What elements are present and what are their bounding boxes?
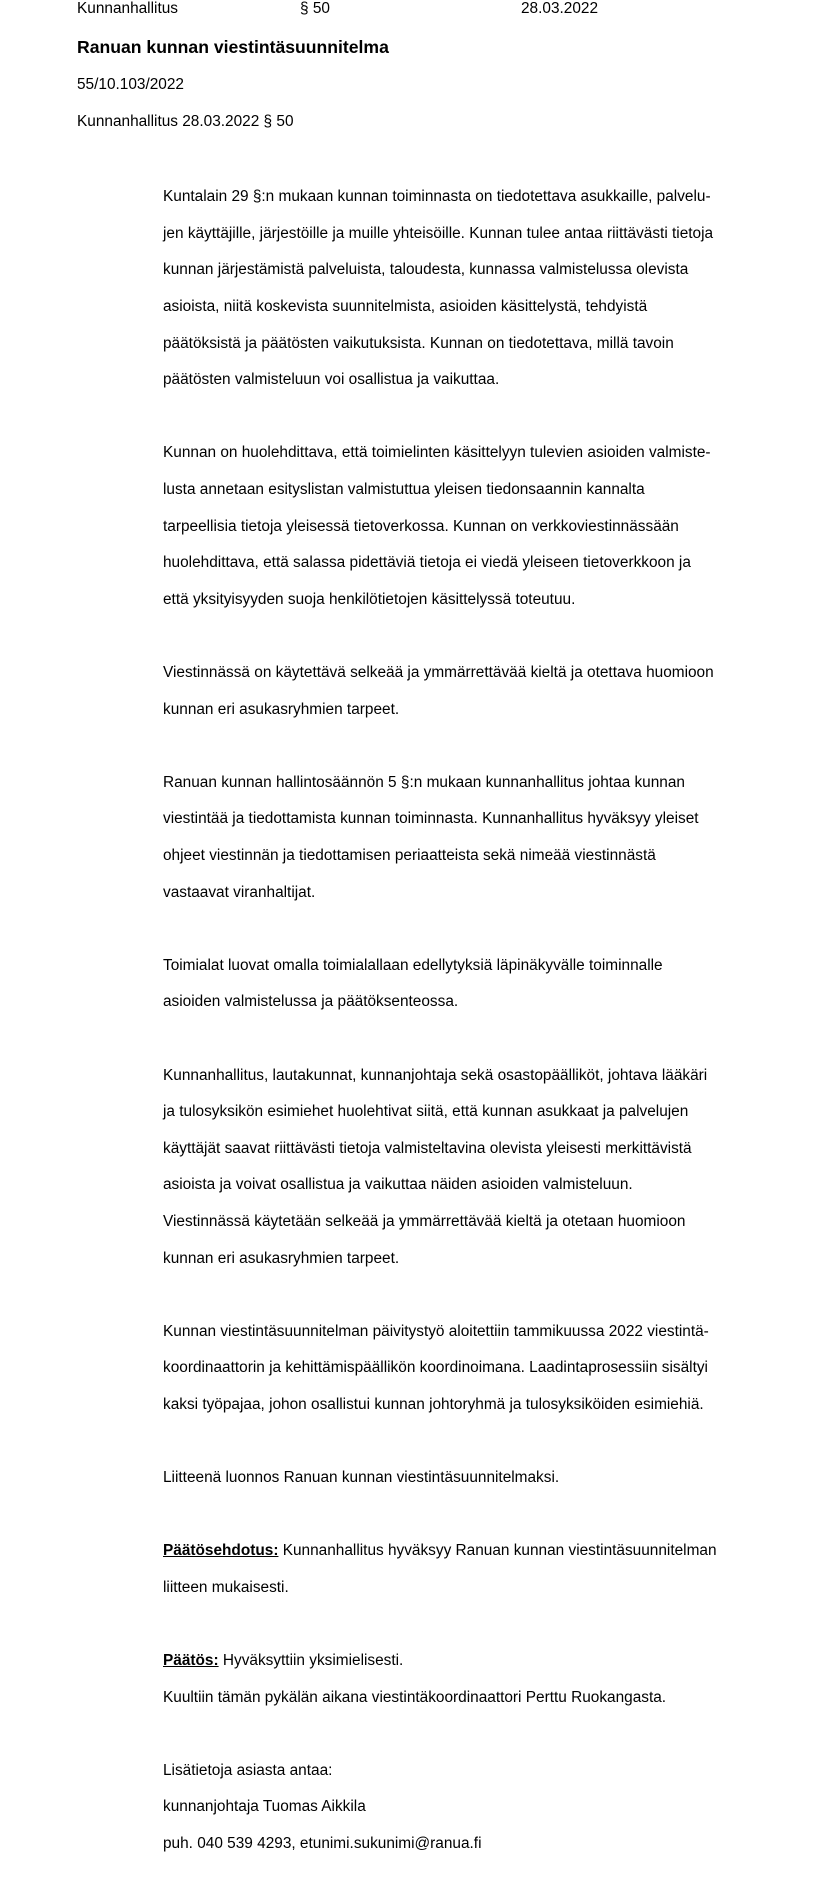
header-date: 28.03.2022 bbox=[521, 0, 599, 17]
meeting-line: Kunnanhallitus 28.03.2022 § 50 bbox=[77, 113, 294, 130]
text-line: että yksityisyyden suoja henkilötietojen käsittelyssä toteutuu. bbox=[163, 590, 576, 608]
text-line: Viestinnässä on käytettävä selkeää ja ymmärrettävää kieltä ja otettava huomioon bbox=[163, 664, 714, 682]
text-line: kaksi työpajaa, johon osallistui kunnan johtoryhmä ja tulosyksiköiden esimiehiä. bbox=[163, 1395, 704, 1413]
document-title: Ranuan kunnan viestintäsuunnitelma bbox=[77, 37, 389, 57]
text-line: jen käyttäjille, järjestöille ja muille yhteisöille. Kunnan tulee antaa riittävästi tietoja bbox=[163, 224, 714, 242]
text-line: Ranuan kunnan hallintosäännön 5 §:n mukaan kunnanhallitus johtaa kunnan bbox=[163, 773, 685, 791]
paragraph-5 bbox=[163, 938, 753, 1029]
paragraph-6 bbox=[163, 1048, 753, 1286]
text-line: Kuultiin tämän pykälän aikana viestintäkoordinaattori Perttu Ruokangasta. bbox=[163, 1688, 667, 1706]
text-line: päätöksistä ja päätösten vaikutuksista. Kunnan on tiedotettava, millä tavoin bbox=[163, 334, 674, 352]
attachment-note bbox=[163, 1451, 753, 1506]
text-line: asioista, niitä koskevista suunnitelmista, asioiden käsittelystä, tehdyistä bbox=[163, 298, 648, 316]
text-line: Kunnan viestintäsuunnitelman päivitystyö aloitettiin tammikuussa 2022 viestintä- bbox=[163, 1322, 709, 1340]
paragraph-4 bbox=[163, 756, 753, 921]
proposal-label: Päätösehdotus: bbox=[163, 1542, 279, 1560]
paragraph-2 bbox=[163, 426, 753, 627]
decision-label: Päätös: bbox=[163, 1652, 219, 1670]
contact-info bbox=[163, 1744, 753, 1872]
text-line: Kunnanhallitus, lautakunnat, kunnanjohtaja sekä osastopäälliköt, johtava lääkäri bbox=[163, 1066, 708, 1084]
document-body bbox=[163, 170, 753, 1890]
text-line: asioista ja voivat osallistua ja vaikuttaa näiden asioiden valmisteluun. bbox=[163, 1176, 633, 1194]
text-line: päätösten valmisteluun voi osallistua ja vaikuttaa. bbox=[163, 371, 500, 389]
text-line: kunnan eri asukasryhmien tarpeet. bbox=[163, 700, 400, 718]
text-line: Kuntalain 29 §:n mukaan kunnan toiminnasta on tiedotettava asukkaille, palvelu- bbox=[163, 188, 711, 206]
text-line: ohjeet viestinnän ja tiedottamisen periaatteista sekä nimeää viestinnästä bbox=[163, 846, 656, 864]
text-line bbox=[163, 1652, 753, 1670]
paragraph-1 bbox=[163, 170, 753, 408]
paragraph-3 bbox=[163, 646, 753, 737]
proposal-text: Kunnanhallitus hyväksyy Ranuan kunnan viestintäsuunnitelman bbox=[278, 1542, 717, 1560]
text-line: asioiden valmistelussa ja päätöksenteossa. bbox=[163, 993, 459, 1011]
decision-text: Hyväksyttiin yksimielisesti. bbox=[218, 1652, 404, 1670]
text-line: kunnan järjestämistä palveluista, taloudesta, kunnassa valmistelussa olevista bbox=[163, 261, 689, 279]
contact-details: puh. 040 539 4293, etunimi.sukunimi@ranua.fi bbox=[163, 1835, 482, 1853]
header-section: § 50 bbox=[300, 0, 330, 17]
document-header bbox=[77, 0, 777, 20]
contact-intro: Lisätietoja asiasta antaa: bbox=[163, 1761, 333, 1779]
text-line: liitteen mukaisesti. bbox=[163, 1578, 289, 1596]
text-line: vastaavat viranhaltijat. bbox=[163, 883, 316, 901]
text-line: Viestinnässä käytetään selkeää ja ymmärrettävää kieltä ja otetaan huomioon bbox=[163, 1212, 686, 1230]
text-line: Toimialat luovat omalla toimialallaan edellytyksiä läpinäkyvälle toiminnalle bbox=[163, 956, 663, 974]
text-line: huolehdittava, että salassa pidettäviä tietoja ei viedä yleiseen tietoverkkoon ja bbox=[163, 554, 691, 572]
paragraph-7 bbox=[163, 1304, 753, 1432]
text-line bbox=[163, 1542, 753, 1560]
contact-person: kunnanjohtaja Tuomas Aikkila bbox=[163, 1798, 366, 1816]
text-line: koordinaattorin ja kehittämispäällikön koordinoimana. Laadintaprosessiin sisältyi bbox=[163, 1359, 708, 1377]
decision-proposal bbox=[163, 1524, 753, 1615]
header-body-name: Kunnanhallitus bbox=[77, 0, 178, 17]
text-line: lusta annetaan esityslistan valmistuttua yleisen tiedonsaannin kannalta bbox=[163, 481, 645, 499]
text-line: tarpeellisia tietoja yleisessä tietoverkossa. Kunnan on verkkoviestinnässään bbox=[163, 517, 679, 535]
text-line: Liitteenä luonnos Ranuan kunnan viestintäsuunnitelmaksi. bbox=[163, 1469, 560, 1487]
text-line: Kunnan on huolehdittava, että toimielinten käsittelyyn tulevien asioiden valmiste- bbox=[163, 444, 711, 462]
decision bbox=[163, 1634, 753, 1725]
text-line: ja tulosyksikön esimiehet huolehtivat siitä, että kunnan asukkaat ja palvelujen bbox=[163, 1103, 689, 1121]
reference-number: 55/10.103/2022 bbox=[77, 76, 184, 93]
text-line: viestintää ja tiedottamista kunnan toiminnasta. Kunnanhallitus hyväksyy yleiset bbox=[163, 810, 699, 828]
text-line: kunnan eri asukasryhmien tarpeet. bbox=[163, 1249, 400, 1267]
text-line: käyttäjät saavat riittävästi tietoja valmisteltavina olevista yleisesti merkittävistä bbox=[163, 1139, 692, 1157]
